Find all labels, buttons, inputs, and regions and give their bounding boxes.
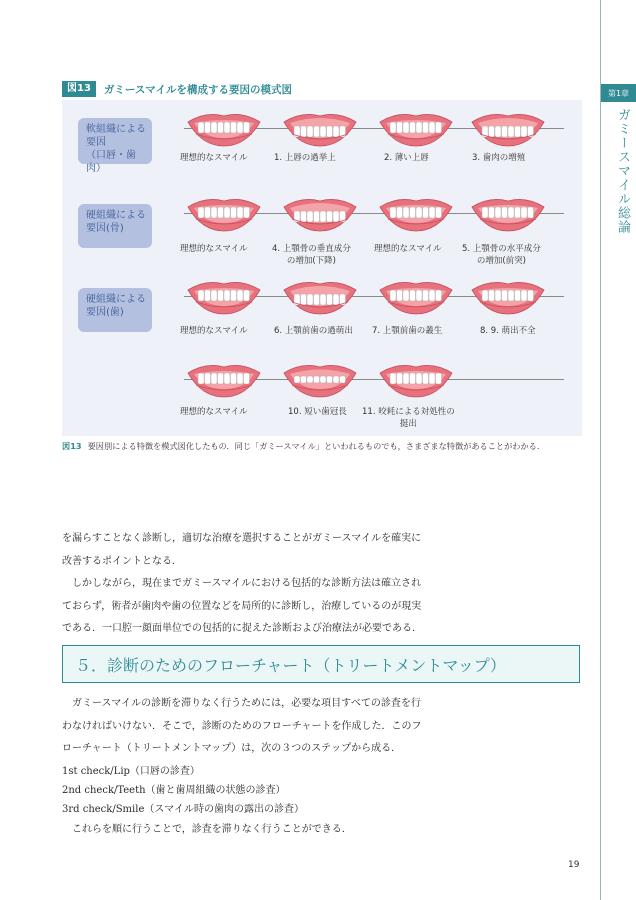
label-ideal-smile: 理想的なスマイル — [180, 244, 248, 254]
smile-illustration — [470, 195, 546, 233]
smile-illustration — [282, 195, 358, 233]
figure-tag: 図13 — [62, 81, 96, 97]
text-line: 3rd check/Smile（スマイル時の歯肉の露出の診査） — [62, 803, 304, 815]
figure-caption — [62, 441, 545, 452]
text-line: ローチャート（トリートメントマップ）は，次の３つのステップから成る． — [62, 743, 402, 755]
smile-illustration — [186, 110, 262, 148]
smile-illustration — [378, 361, 454, 399]
text-line: を漏らすことなく診断し，適切な治療を選択することがガミースマイルを確実に — [62, 533, 422, 544]
caption-text: 要因別による特徴を模式図化したもの．同じ「ガミースマイル」といわれるものでも，さまざまな特徴があることがわかる． — [87, 441, 546, 451]
figure-title: ガミースマイルを構成する要因の模式図 — [103, 83, 292, 96]
label-ideal-smile: 理想的なスマイル — [180, 407, 248, 417]
label-horizontal-maxillary-excess: 5. 上顎骨の水平成分 の増加(前突) — [462, 244, 541, 266]
figure-panel — [62, 100, 582, 436]
smile-illustration — [378, 195, 454, 233]
chapter-title: ガミースマイル総論 — [615, 108, 630, 234]
paragraph-2 — [62, 693, 442, 841]
smile-illustration — [470, 278, 546, 316]
text-line: である．一口腔一顔面単位での包括的に捉えた診断および治療法が必要である． — [62, 623, 422, 635]
smile-illustration — [470, 110, 546, 148]
text-line: ておらず，術者が歯肉や歯の位置などを局所的に診断し，治療しているのが現実 — [62, 600, 422, 612]
smile-illustration — [282, 361, 358, 399]
label-thin-upper-lip: 2. 薄い上唇 — [384, 153, 429, 163]
label-altered-eruption: 8. 9. 萌出不全 — [480, 326, 536, 336]
label-gingival-overgrowth: 3. 歯肉の増殖 — [472, 153, 526, 163]
text-line: 改善するポイントとなる． — [62, 555, 182, 567]
label-vertical-maxillary-excess: 4. 上顎骨の垂直成分 の増加(下降) — [272, 244, 351, 266]
text-line: これらを順に行うことで，診査を滞りなく行うことができる． — [62, 823, 352, 835]
smile-illustration — [282, 110, 358, 148]
smile-illustration — [186, 195, 262, 233]
label-lip-hypermobility: 1. 上唇の過挙上 — [274, 153, 336, 163]
section-title: ５．診断のためのフローチャート（トリートメントマップ） — [75, 656, 506, 675]
label-ideal-smile: 理想的なスマイル — [374, 244, 442, 254]
label-ideal-smile: 理想的なスマイル — [180, 326, 248, 336]
chapter-tab: 第1章 — [601, 84, 636, 102]
category-bone: 硬組織による 要因(骨) — [78, 204, 152, 248]
text-line: 1st check/Lip（口唇の診査） — [62, 765, 200, 777]
page-number: 19 — [568, 860, 580, 870]
text-line: ガミースマイルの診断を滞りなく行うためには，必要な項目すべての診査を行 — [62, 698, 421, 709]
caption-tag: 図13 — [62, 441, 82, 451]
category-soft-tissue: 軟組織による 要因 （口唇・歯肉） — [78, 118, 152, 164]
text-line: 2nd check/Teeth（歯と歯周組織の状態の診査） — [62, 784, 286, 796]
smile-illustration — [282, 278, 358, 316]
text-line: しかしながら，現在までガミースマイルにおける包括的な診断方法は確立され — [62, 578, 422, 590]
smile-illustration — [186, 278, 262, 316]
label-ideal-smile: 理想的なスマイル — [180, 153, 248, 163]
label-compensatory-eruption: 11. 咬耗による対処性の 挺出 — [362, 407, 455, 429]
smile-illustration — [378, 110, 454, 148]
smile-illustration — [378, 278, 454, 316]
label-over-eruption: 6. 上顎前歯の過萌出 — [274, 326, 353, 336]
section-heading-box — [62, 645, 580, 683]
text-line: わなければいけない．そこで，診断のためのフローチャートを作成した．このフ — [62, 720, 422, 732]
label-crowding: 7. 上顎前歯の叢生 — [372, 326, 443, 336]
category-teeth: 硬組織による 要因(歯) — [78, 288, 152, 332]
paragraph-1 — [62, 528, 442, 641]
label-short-crown: 10. 短い歯冠長 — [288, 407, 347, 417]
figure-header — [62, 81, 292, 97]
smile-illustration — [186, 361, 262, 399]
